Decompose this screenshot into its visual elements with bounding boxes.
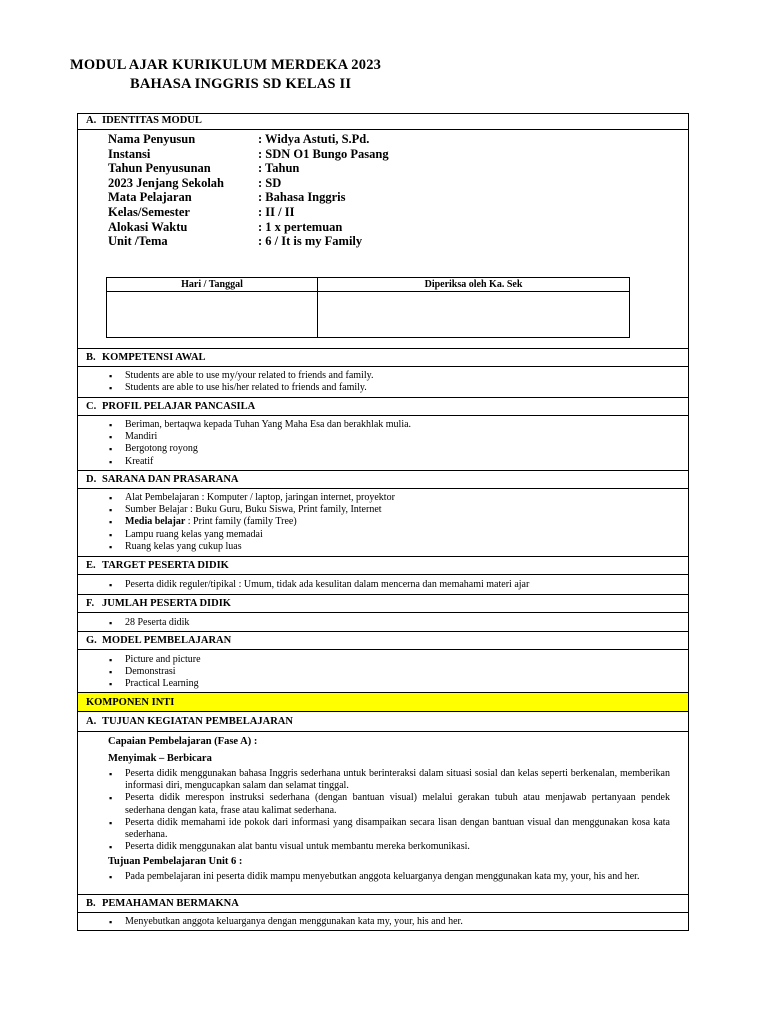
list-item: ▪ Alat Pembelajaran : Komputer / laptop, jaringan internet, proyektor: [78, 492, 688, 504]
bullet-list: [78, 613, 688, 629]
tujuan-unit-heading: Tujuan Pembelajaran Unit 6 :: [108, 856, 243, 868]
sig-cell-date: [107, 292, 318, 338]
section-model: G. MODEL PEMBELAJARAN ▪ Picture and picture ▪ Demonstrasi ▪ Practical Learning: [77, 631, 689, 693]
capaian-heading: Capaian Pembelajaran (Fase A) :: [108, 736, 258, 747]
bullet-list: [78, 367, 688, 394]
identity-row: Tahun Penyusunan : Tahun: [108, 161, 300, 176]
section-target: E. TARGET PESERTA DIDIK ▪ Peserta didik reguler/tipikal : Umum, tidak ada kesulitan dalam mencerna dan memahami materi ajar: [77, 556, 689, 595]
list-item: ▪ Students are able to use my/your related to friends and family.: [78, 370, 688, 382]
identity-row: Nama Penyusun : Widya Astuti, S.Pd.: [108, 132, 370, 146]
section-profil: C. PROFIL PELAJAR PANCASILA ▪ Beriman, bertaqwa kepada Tuhan Yang Maha Esa dan berakhlak mulia. ▪ Mandiri ▪ Bergotong royong ▪ Kreatif: [77, 397, 689, 471]
section-title: JUMLAH PESERTA DIDIK: [102, 598, 231, 609]
identity-list: [78, 130, 688, 249]
bullet-list: [78, 489, 688, 553]
list-item: ▪ Peserta didik merespon instruksi sederhana (dengan bantuan visual) melalui gerakan tubuh atau menjawab pertanyaan pendek sederhana dengan kata, frase atau kalimat sederhana.: [78, 792, 688, 816]
sig-header-checked: Diperiksa oleh Ka. Sek: [318, 278, 630, 292]
list-item: ▪ Sumber Belajar : Buku Guru, Buku Siswa, Print family, Internet: [78, 504, 688, 516]
list-item: ▪ Beriman, bertaqwa kepada Tuhan Yang Maha Esa dan berakhlak mulia.: [78, 419, 688, 431]
list-item: ▪ Students are able to use his/her related to friends and family.: [78, 382, 688, 394]
bullet-list: [78, 869, 688, 883]
list-item: ▪ Mandiri: [78, 431, 688, 443]
section-sarana: D. SARANA DAN PRASARANA ▪ Alat Pembelajaran : Komputer / laptop, jaringan internet, proyektor ▪ Sumber Belajar : Buku Guru, Buku Siswa, Print family, Internet ▪ Media belajar : Print family (family Tree) ▪ Lampu ruang kelas yang memadai ▪ Ruang kelas yang cukup luas: [77, 470, 689, 557]
sig-cell-signature: [318, 292, 630, 338]
identity-row: Instansi : SDN O1 Bungo Pasang: [108, 146, 389, 161]
identity-row: 2023 Jenjang Sekolah : SD: [108, 175, 282, 190]
list-item: ▪ Media belajar : Print family (family Tree): [78, 516, 688, 528]
bullet-list: [78, 913, 688, 928]
menyimak-heading: Menyimak – Berbicara: [108, 753, 212, 764]
section-title: TUJUAN KEGIATAN PEMBELAJARAN: [102, 716, 293, 727]
section-pemahaman: B. PEMAHAMAN BERMAKNA ▪ Menyebutkan anggota keluarganya dengan menggunakan kata my, your, his and her.: [77, 894, 689, 931]
section-title: IDENTITAS MODUL: [102, 115, 202, 126]
section-jumlah: F. JUMLAH PESERTA DIDIK ▪ 28 Peserta didik: [77, 594, 689, 632]
identity-row: Mata Pelajaran : Bahasa Inggris: [108, 190, 346, 205]
section-title: PEMAHAMAN BERMAKNA: [102, 898, 239, 909]
bullet-list: [78, 416, 688, 468]
section-title: TARGET PESERTA DIDIK: [102, 560, 229, 571]
section-header: A. IDENTITAS MODUL: [78, 114, 688, 130]
sig-header-date: Hari / Tanggal: [107, 278, 318, 292]
list-item: ▪ Peserta didik menggunakan alat bantu visual untuk membantu mereka berkomunikasi.: [78, 841, 688, 853]
identity-row: Unit /Tema : 6 / It is my Family: [108, 234, 363, 249]
section-title: SARANA DAN PRASARANA: [102, 474, 239, 485]
section-title: KOMPONEN INTI: [86, 697, 175, 708]
list-item: ▪ Menyebutkan anggota keluarganya dengan menggunakan kata my, your, his and her.: [78, 916, 688, 928]
list-item: ▪ 28 Peserta didik: [78, 617, 688, 629]
document-title: MODUL AJAR KURIKULUM MERDEKA 2023: [70, 57, 382, 73]
signature-table: [106, 277, 630, 338]
section-title: KOMPETENSI AWAL: [102, 352, 206, 363]
document-subtitle: BAHASA INGGRIS SD KELAS II: [130, 76, 352, 92]
list-item: ▪ Peserta didik reguler/tipikal : Umum, tidak ada kesulitan dalam mencerna dan memahami materi ajar: [78, 579, 688, 591]
bullet-list: [78, 766, 688, 853]
list-item: ▪ Pada pembelajaran ini peserta didik mampu menyebutkan anggota keluarganya dengan menggunakan kata my, your, his and her.: [78, 871, 688, 883]
list-item: ▪ Peserta didik menggunakan bahasa Inggris sederhana untuk berinteraksi dalam situasi sosial dan kelas seperti berkenalan, memberikan informasi diri, mengucapkan salam dan selamat tinggal.: [78, 768, 688, 792]
list-item: ▪ Demonstrasi: [78, 666, 688, 678]
list-item: ▪ Kreatif: [78, 456, 688, 468]
section-kompetensi: B. KOMPETENSI AWAL ▪ Students are able to use my/your related to friends and family. ▪ Students are able to use his/her related to friends and family.: [77, 348, 689, 398]
list-item: ▪ Bergotong royong: [78, 443, 688, 455]
bullet-list: [78, 650, 688, 691]
bullet-list: [78, 575, 688, 591]
section-title: MODEL PEMBELAJARAN: [102, 635, 232, 646]
section-title: PROFIL PELAJAR PANCASILA: [102, 401, 256, 412]
identity-row: Kelas/Semester : II / II: [108, 204, 295, 219]
list-item: ▪ Picture and picture: [78, 654, 688, 666]
identity-row: Alokasi Waktu : 1 x pertemuan: [108, 219, 343, 234]
list-item: ▪ Peserta didik memahami ide pokok dari informasi yang disampaikan secara lisan dengan bantuan visual dan menggunakan kosa kata sederhana.: [78, 817, 688, 841]
section-tujuan: A. TUJUAN KEGIATAN PEMBELAJARAN Capaian Pembelajaran (Fase A) : Menyimak – Berbicara ▪ Peserta didik menggunakan bahasa Inggris sederhana untuk berinteraksi dalam situasi sosial dan kelas seperti berkenalan, memberikan informasi diri, mengucapkan salam dan selamat tinggal. ▪ Peserta didik merespon instruksi sederhana (dengan bantuan visual) melalui gerakan tubuh atau menjawab pertanyaan pendek sederhana dengan kata, frase atau kalimat sederhana. ▪ Peserta didik memahami ide pokok dari informasi yang disampaikan secara lisan dengan bantuan visual dan menggunakan kosa kata sederhana. ▪ Peserta didik menggunakan alat bantu visual untuk membantu mereka berkomunikasi. Tujuan Pembelajaran Unit 6 : ▪ Pada pembelajaran ini peserta didik mampu menyebutkan anggota keluarganya dengan menggunakan kata my, your, his and her.: [77, 711, 689, 895]
list-item: ▪ Ruang kelas yang cukup luas: [78, 541, 688, 553]
section-komponen-inti: [77, 692, 689, 712]
media-label: Media belajar: [125, 516, 186, 528]
list-item: ▪ Lampu ruang kelas yang memadai: [78, 529, 688, 541]
list-item: ▪ Practical Learning: [78, 678, 688, 690]
